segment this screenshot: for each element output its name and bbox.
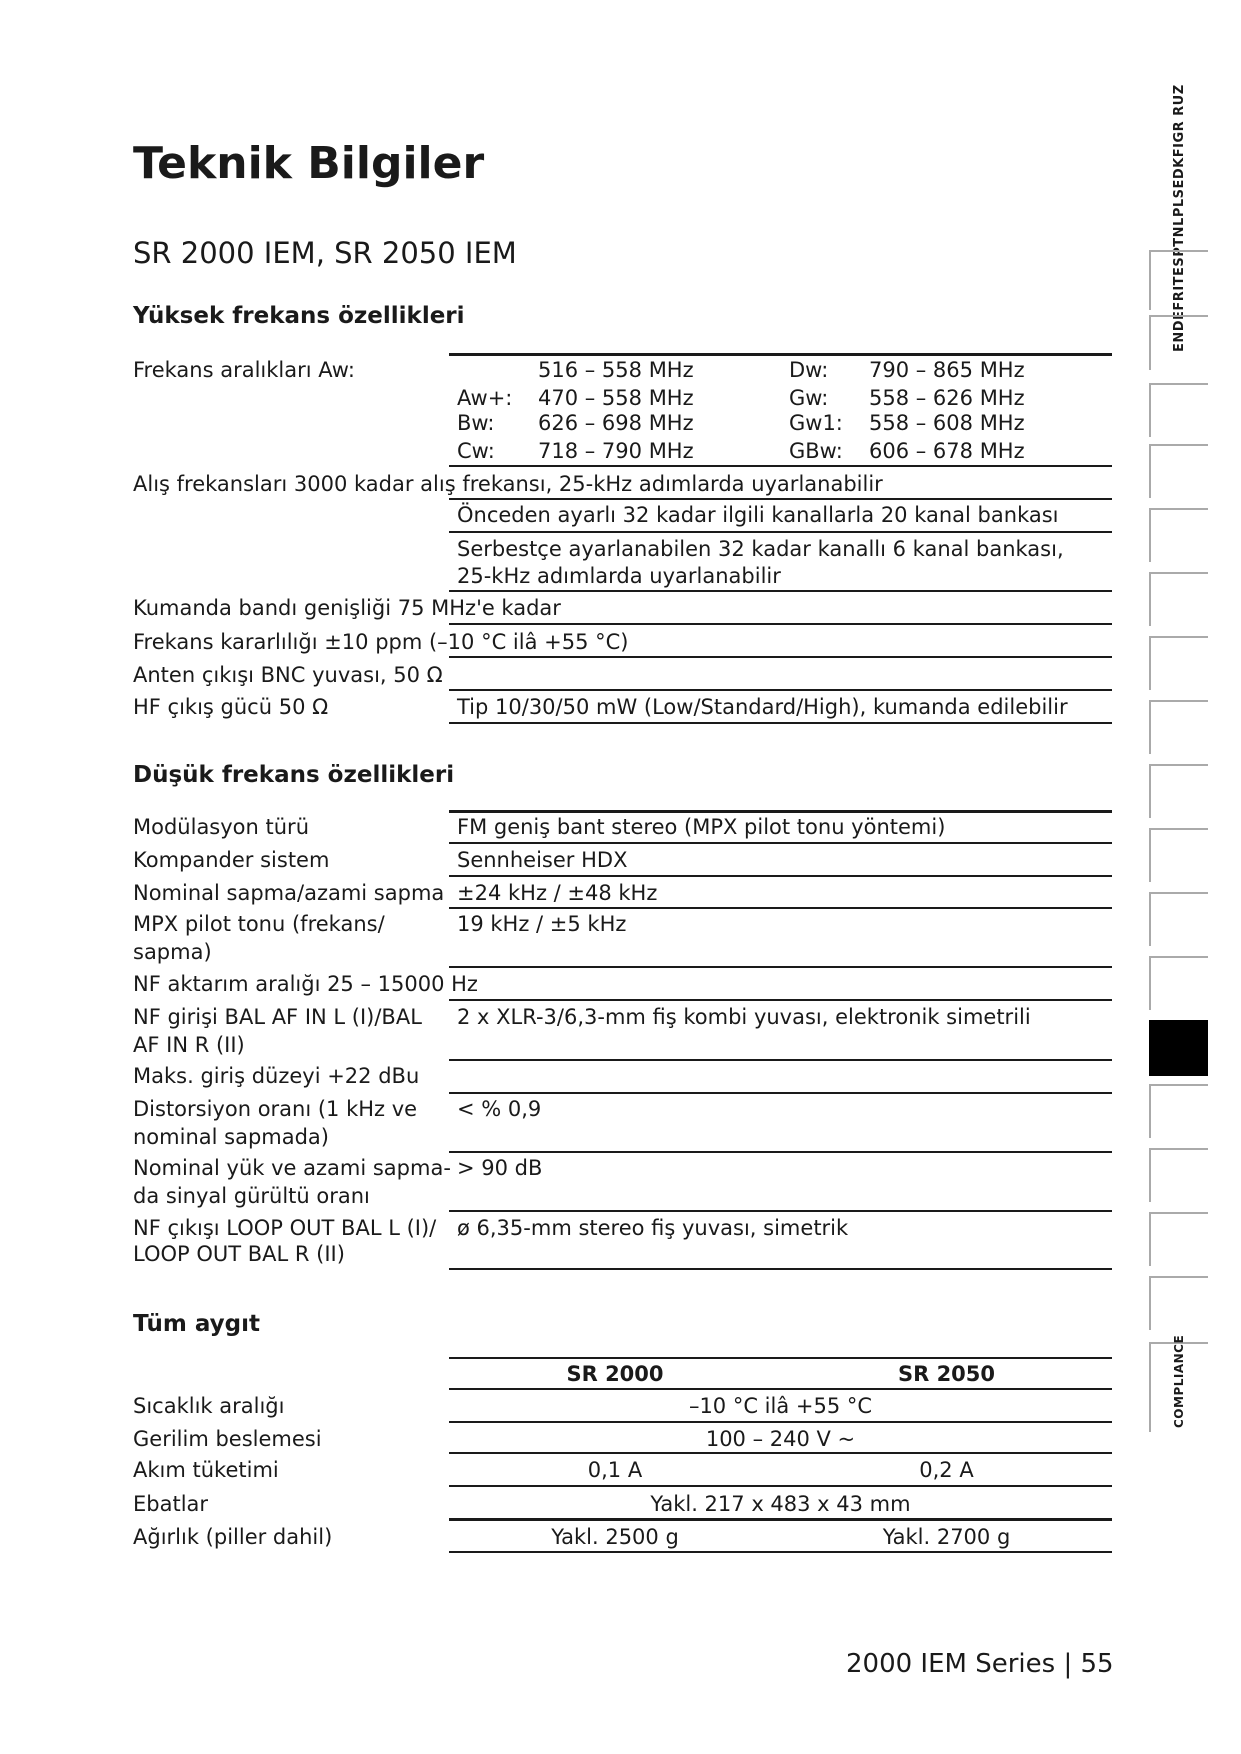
freq-dw: 790 – 865 MHz	[869, 358, 1025, 382]
language-tab[interactable]	[1149, 250, 1208, 310]
language-tab[interactable]	[1149, 828, 1208, 882]
table-rule	[449, 1518, 1112, 1521]
column-header-sr2000: SR 2000	[566, 1362, 664, 1386]
freq-gw1: 558 – 608 MHz	[869, 411, 1025, 435]
table-rule	[449, 1388, 1112, 1390]
af-output-value: ø 6,35-mm stereo fiş yuvası, simetrik	[457, 1216, 849, 1240]
max-input-level: Maks. giriş düzeyi +22 dBu	[133, 1064, 420, 1088]
mpx-label-line1: MPX pilot tonu (frekans/	[133, 912, 385, 936]
dimensions-value: Yakl. 217 x 483 x 43 mm	[650, 1492, 911, 1516]
snr-label-line2: da sinyal gürültü oranı	[133, 1184, 370, 1208]
table-rule	[449, 353, 1112, 356]
language-tabs-label: ENDEFRITESPTNLPLSEDKFIGR RUZ	[1172, 84, 1187, 352]
language-tab[interactable]	[1149, 1276, 1208, 1330]
freq-range-label: Frekans aralıkları Aw:	[133, 358, 355, 382]
language-tab[interactable]	[1149, 508, 1208, 562]
distortion-label-line2: nominal sapmada)	[133, 1125, 329, 1149]
language-tab[interactable]	[1149, 700, 1208, 754]
af-output-label-line1: NF çıkışı LOOP OUT BAL L (I)/	[133, 1216, 437, 1240]
compander-value: Sennheiser HDX	[457, 848, 628, 872]
language-tab-active[interactable]	[1149, 1020, 1208, 1076]
mpx-value: 19 kHz / ±5 kHz	[457, 912, 627, 936]
language-tab[interactable]	[1149, 1148, 1208, 1202]
page-footer: 2000 IEM Series | 55	[846, 1649, 1114, 1679]
af-input-label-line2: AF IN R (II)	[133, 1033, 245, 1057]
language-tab[interactable]	[1149, 444, 1208, 498]
frequency-stability: Frekans kararlılığı ±10 ppm (–10 °C ilâ +55 °C)	[133, 630, 629, 654]
weight-label: Ağırlık (piller dahil)	[133, 1525, 333, 1549]
freq-dw-label: Dw:	[789, 358, 829, 382]
table-rule	[449, 531, 1112, 533]
table-rule	[449, 1092, 1112, 1094]
channel-bank-preset: Önceden ayarlı 32 kadar ilgili kanallarla 20 kanal bankası	[457, 503, 1059, 527]
af-output-label-line2: LOOP OUT BAL R (II)	[133, 1242, 345, 1266]
language-tab[interactable]	[1149, 383, 1208, 437]
deviation-label: Nominal sapma/azami sapma	[133, 881, 445, 905]
table-rule	[449, 1151, 1112, 1153]
table-rule	[449, 1485, 1112, 1487]
page-title: Teknik Bilgiler	[133, 138, 485, 189]
snr-value: > 90 dB	[457, 1156, 543, 1180]
compliance-tab-label: COMPLIANCE	[1172, 1334, 1186, 1428]
receive-frequencies: Alış frekansları 3000 kadar alış frekansı, 25-kHz adımlarda uyarlanabilir	[133, 472, 883, 496]
antenna-output: Anten çıkışı BNC yuvası, 50 Ω	[133, 663, 443, 687]
current-value-sr2000: 0,1 A	[587, 1458, 643, 1482]
freq-gbw-label: GBw:	[789, 439, 843, 463]
language-tab[interactable]	[1149, 956, 1208, 1010]
language-tab[interactable]	[1149, 1212, 1208, 1266]
modulation-label: Modülasyon türü	[133, 815, 309, 839]
temperature-value: –10 °C ilâ +55 °C	[688, 1394, 873, 1418]
switching-bandwidth: Kumanda bandı genişliği 75 MHz'e kadar	[133, 596, 561, 620]
language-tab[interactable]	[1149, 892, 1208, 946]
weight-value-sr2000: Yakl. 2500 g	[551, 1525, 679, 1549]
table-rule	[449, 498, 1112, 500]
current-label: Akım tüketimi	[133, 1458, 279, 1482]
section-lf-heading: Düşük frekans özellikleri	[133, 762, 455, 788]
rf-output-label: HF çıkış gücü 50 Ω	[133, 695, 329, 719]
section-all-heading: Tüm aygıt	[133, 1311, 260, 1337]
current-value-sr2050: 0,2 A	[919, 1458, 974, 1482]
table-rule	[449, 1452, 1112, 1454]
language-tab[interactable]	[1149, 764, 1208, 818]
table-rule	[449, 999, 1112, 1001]
column-header-sr2050: SR 2050	[897, 1362, 996, 1386]
channel-bank-free-line2: 25-kHz adımlarda uyarlanabilir	[457, 564, 781, 588]
voltage-value: 100 – 240 V ~	[705, 1427, 856, 1451]
table-rule	[449, 656, 1112, 658]
table-rule	[449, 966, 1112, 968]
table-rule	[449, 1357, 1112, 1359]
language-tab[interactable]	[1149, 315, 1208, 370]
page-subtitle: SR 2000 IEM, SR 2050 IEM	[133, 236, 517, 270]
distortion-label-line1: Distorsiyon oranı (1 kHz ve	[133, 1097, 418, 1121]
table-rule	[449, 1268, 1112, 1270]
mpx-label-line2: sapma)	[133, 940, 212, 964]
table-rule	[449, 1210, 1112, 1212]
language-tab[interactable]	[1149, 572, 1208, 626]
freq-gbw: 606 – 678 MHz	[869, 439, 1025, 463]
freq-awp: 470 – 558 MHz	[538, 386, 694, 410]
section-hf-heading: Yüksek frekans özellikleri	[133, 303, 465, 329]
table-rule	[449, 842, 1112, 844]
modulation-value: FM geniş bant stereo (MPX pilot tonu yöntemi)	[457, 815, 946, 839]
freq-gw1-label: Gw1:	[789, 411, 843, 435]
voltage-label: Gerilim beslemesi	[133, 1427, 322, 1451]
distortion-value: < % 0,9	[457, 1097, 542, 1121]
af-input-value: 2 x XLR-3/6,3-mm fiş kombi yuvası, elektronik simetrili	[457, 1005, 1031, 1029]
table-rule	[449, 623, 1112, 625]
snr-label-line1: Nominal yük ve azami sapma-	[133, 1156, 451, 1180]
freq-gw: 558 – 626 MHz	[869, 386, 1025, 410]
freq-bw: 626 – 698 MHz	[538, 411, 694, 435]
freq-awp-label: Aw+:	[457, 386, 513, 410]
dimensions-label: Ebatlar	[133, 1492, 209, 1516]
table-rule	[449, 465, 1112, 467]
language-tab[interactable]	[1149, 636, 1208, 690]
rf-output-value: Tip 10/30/50 mW (Low/Standard/High), kumanda edilebilir	[457, 695, 1068, 719]
table-rule	[449, 689, 1112, 691]
table-rule	[449, 590, 1112, 592]
freq-gw-label: Gw:	[789, 386, 829, 410]
table-rule	[449, 722, 1112, 724]
temperature-label: Sıcaklık aralığı	[133, 1394, 285, 1418]
table-rule	[449, 1421, 1112, 1423]
af-range: NF aktarım aralığı 25 – 15000 Hz	[133, 972, 478, 996]
table-rule	[449, 907, 1112, 909]
deviation-value: ±24 kHz / ±48 kHz	[457, 881, 658, 905]
channel-bank-free-line1: Serbestçe ayarlanabilen 32 kadar kanallı 6 kanal bankası,	[457, 537, 1064, 561]
compander-label: Kompander sistem	[133, 848, 330, 872]
table-rule	[449, 810, 1112, 813]
table-rule	[449, 875, 1112, 877]
freq-bw-label: Bw:	[457, 411, 495, 435]
weight-value-sr2050: Yakl. 2700 g	[882, 1525, 1011, 1549]
table-rule	[449, 1059, 1112, 1061]
table-rule	[449, 1551, 1112, 1553]
language-tab[interactable]	[1149, 1084, 1208, 1138]
freq-aw: 516 – 558 MHz	[538, 358, 694, 382]
freq-cw: 718 – 790 MHz	[538, 439, 694, 463]
af-input-label-line1: NF girişi BAL AF IN L (I)/BAL	[133, 1005, 422, 1029]
freq-cw-label: Cw:	[457, 439, 495, 463]
